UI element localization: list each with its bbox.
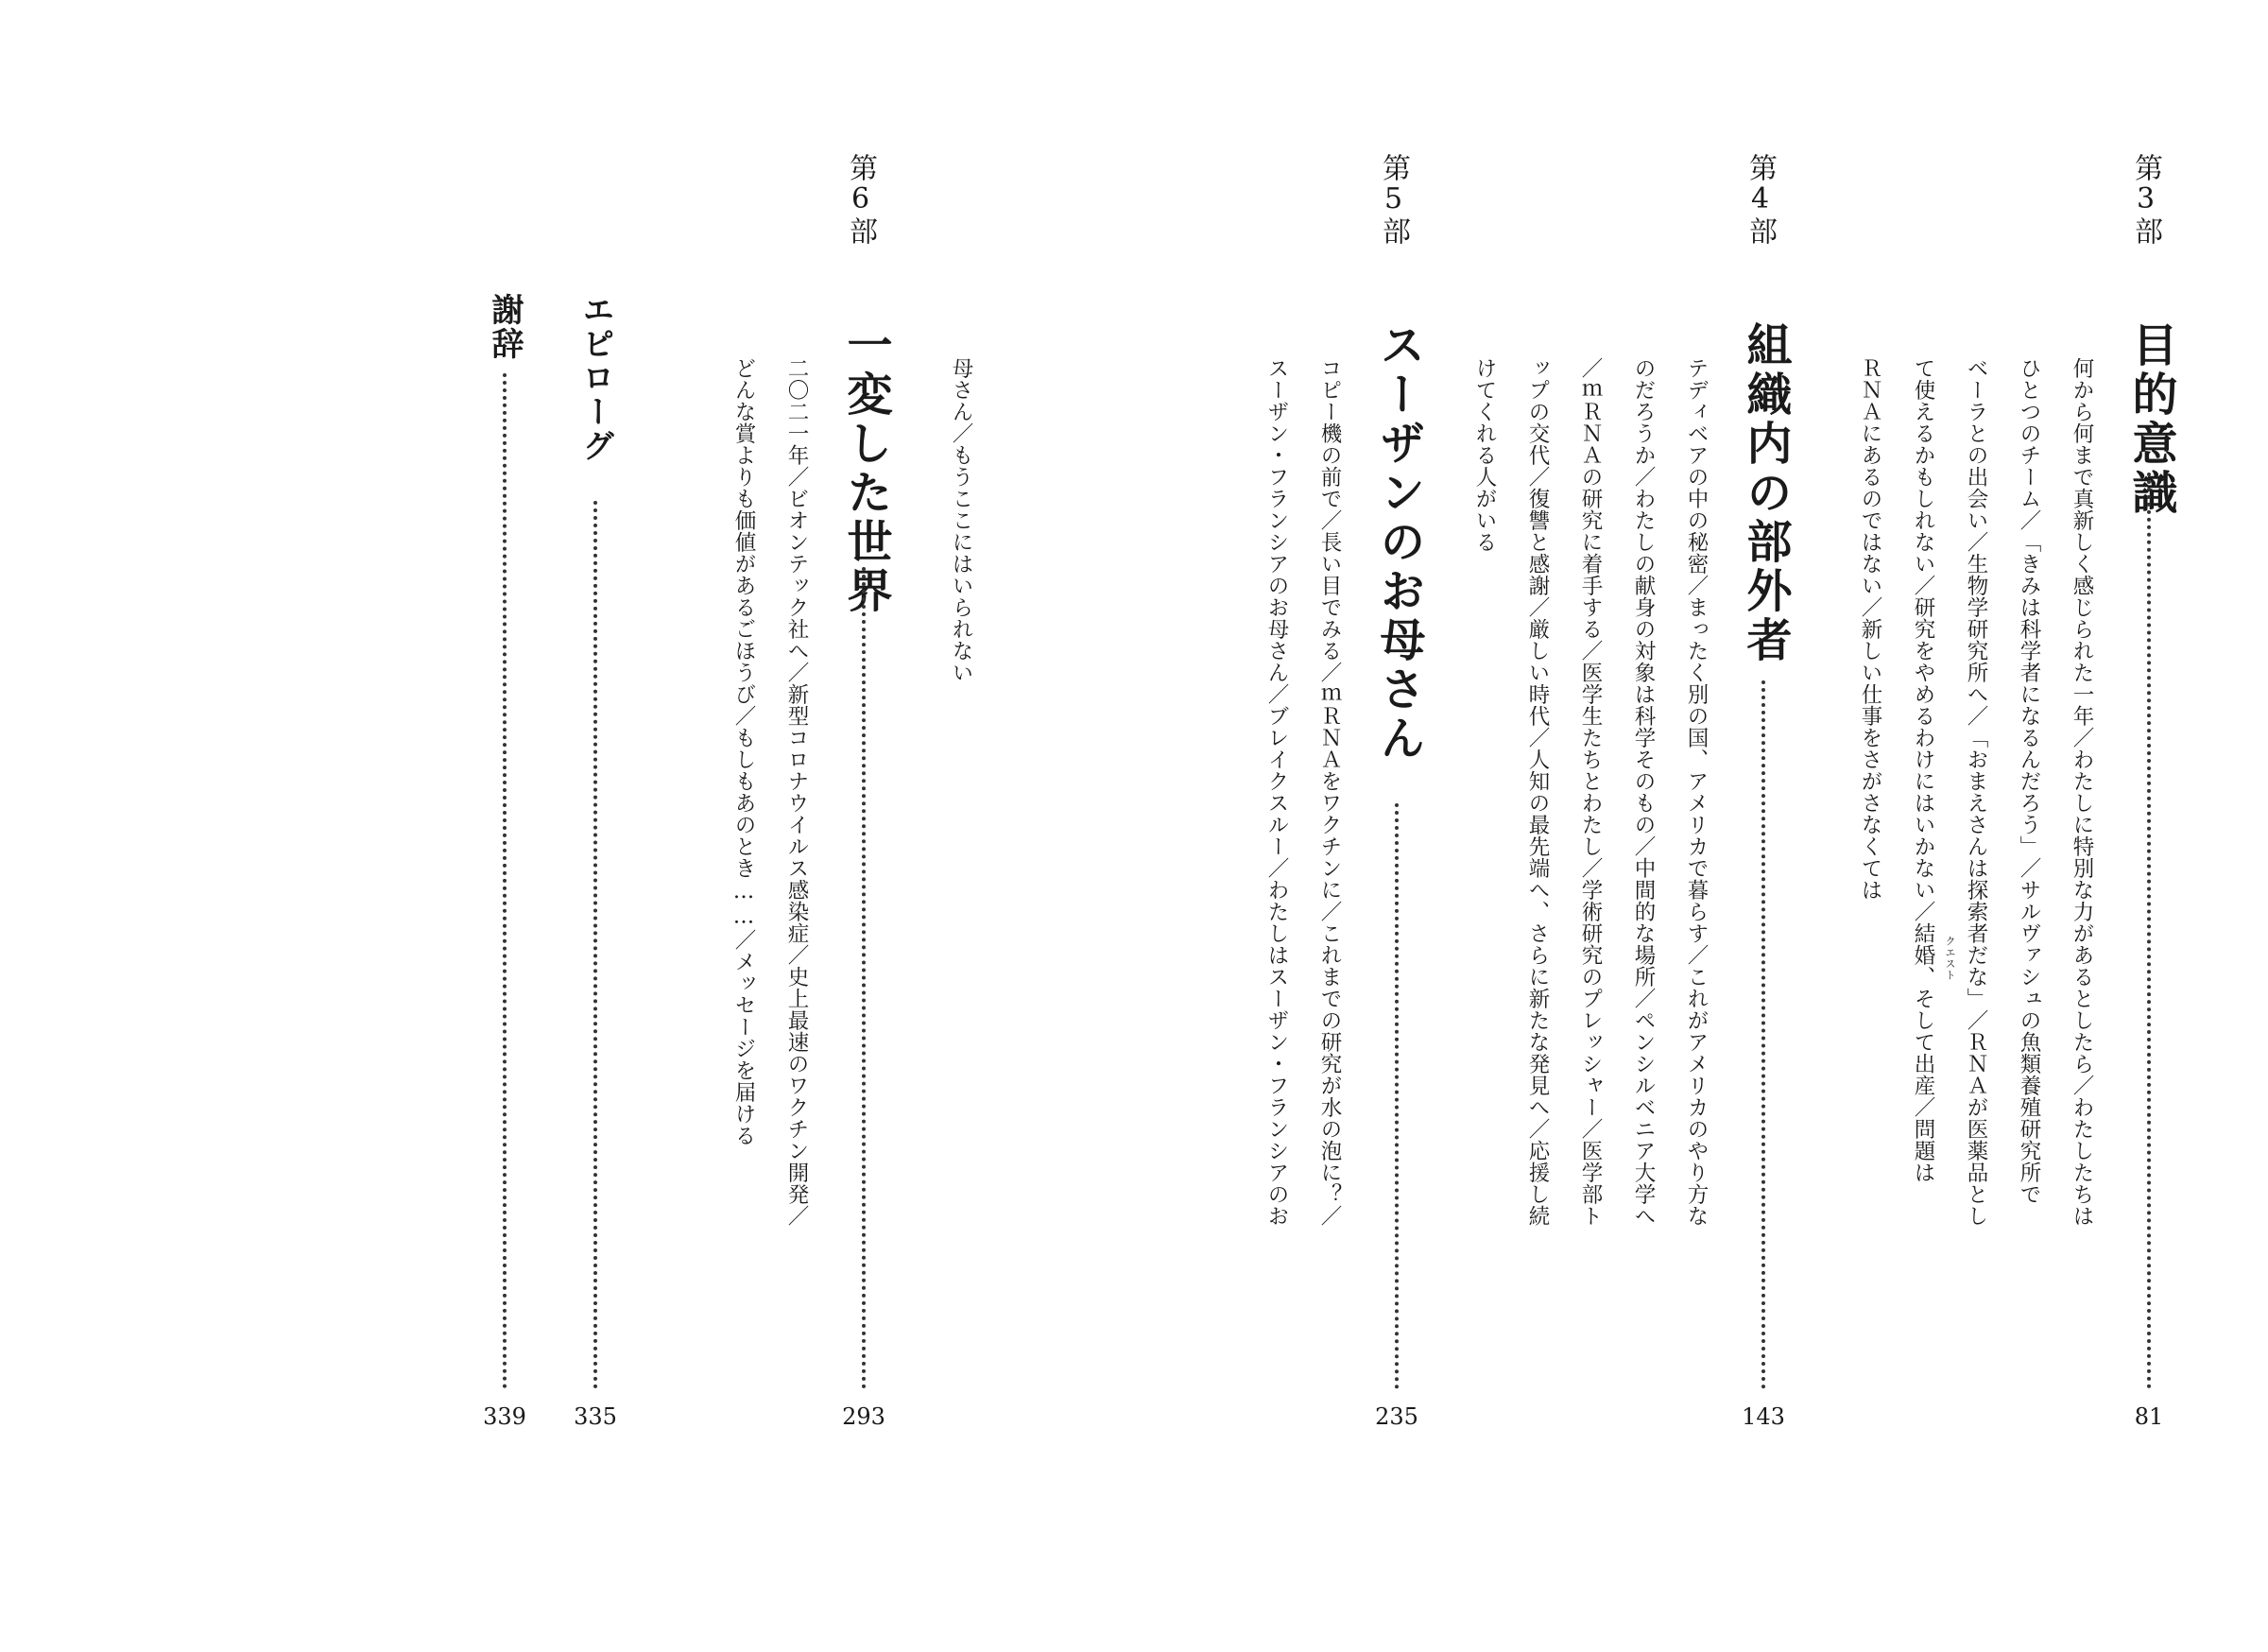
part-6-page-number: 293 [842, 1403, 885, 1430]
part-4-title: 組織内の部外者 [1739, 321, 1792, 665]
epilogue-leader-dots [593, 501, 597, 1389]
part-6-label: 第6部 [844, 153, 877, 246]
part-6-title: 一変した世界 [839, 321, 892, 616]
part-3-line-1: 何から何まで真新しく感じられた一年／わたしに特別な力があるとしたら／わたしたちは [2070, 357, 2094, 1227]
part-3-line-3: ベーラとの出会い／生物学研究所へ／「おまえさんは探索者だな」／ＲＮＡが医薬品とし [1964, 357, 1988, 1227]
part-3-line-4: て使えるかもしれない／研究をやめるわけにはいかない／結婚、そして出産／問題は [1911, 357, 1935, 1183]
part-3-label: 第3部 [2129, 153, 2162, 246]
acknowledgments-page-number: 339 [483, 1403, 526, 1430]
part-3-line-5: ＲＮＡにあるのではない／新しい仕事をさがさなくては [1858, 357, 1882, 901]
part-3-title: 目的意識 [2124, 321, 2177, 518]
epilogue-title: エピローグ [576, 293, 614, 463]
part-5-leader-dots [1395, 803, 1399, 1389]
part-5-title: スーザンのお母さん [1372, 321, 1425, 764]
part-4-line-3: ／ｍＲＮＡの研究に着手する／医学生たちとわたし／学術研究のプレッシャー／医学部ト [1578, 357, 1603, 1227]
acknowledgments-title: 謝辞 [486, 293, 524, 361]
part-4-label: 第4部 [1744, 153, 1777, 246]
part-3-page-number: 81 [2134, 1403, 2164, 1430]
part-4-leader-dots [1761, 680, 1765, 1389]
part-5-label: 第5部 [1377, 153, 1410, 246]
part-4-line-4: ップの交代／復讐と感謝／厳しい時代／人知の最先端へ、さらに新たな発見へ／応援し続 [1525, 357, 1550, 1227]
part-4-page-number: 143 [1742, 1403, 1785, 1430]
part-3-leader-dots [2147, 473, 2151, 1389]
part-4-line-5: けてくれる人がいる [1472, 357, 1497, 553]
part-4-line-2: のだろうか／わたしの献身の対象は科学そのもの／中間的な場所／ペンシルベニア大学へ [1631, 357, 1656, 1227]
part-4-line-1: テディベアの中の秘密／まったく別の国、アメリカで暮らす／これがアメリカのやり方な [1684, 357, 1709, 1227]
part-5-line-1: コピー機の前で／長い目でみる／ｍＲＮＡをワクチンに／これまでの研究が水の泡に？／ [1317, 357, 1342, 1227]
part-5-page-number: 235 [1375, 1403, 1418, 1430]
epilogue-page-number: 335 [574, 1403, 617, 1430]
part-6-leader-dots [862, 567, 866, 1389]
acknowledgments-leader-dots [503, 373, 507, 1389]
part-5-line-2: スーザン・フランシアのお母さん／ブレイクスルー／わたしはスーザン・フランシアのお [1264, 357, 1289, 1227]
part-3-line-2: ひとつのチーム／「きみは科学者になるんだろう」／サルヴァシュの魚類養殖研究所で [2017, 357, 2041, 1205]
part-6-line-1: 二〇二一年／ビオンテック社へ／新型コロナウイルス感染症／史上最速のワクチン開発／ [784, 357, 809, 1227]
part-3-ruby: クエスト [1944, 936, 1956, 981]
part-6-line-2: どんな賞よりも価値があるごほうび／もしもあのとき……／メッセージを届ける [731, 357, 756, 1146]
part-5-line-3: 母さん／もうここにはいられない [949, 357, 973, 683]
